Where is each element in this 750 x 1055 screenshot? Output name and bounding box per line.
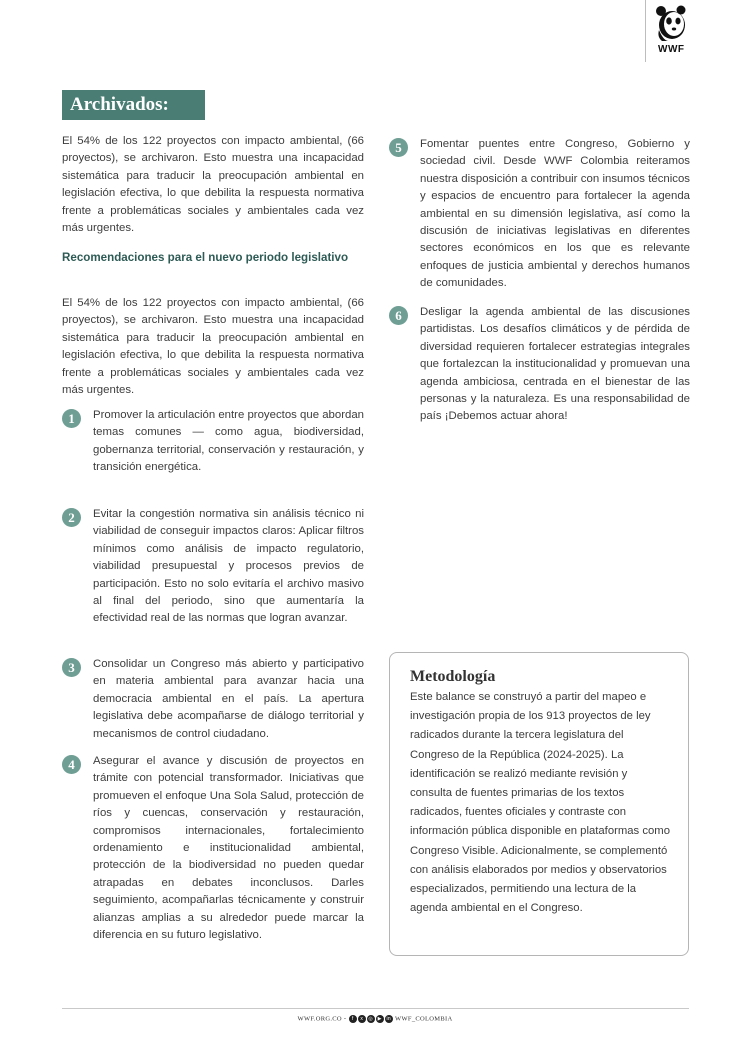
- wwf-logo: [645, 0, 750, 62]
- recommendation-text: Fomentar puentes entre Congreso, Gobierno y sociedad civil. Desde WWF Colombia reiteramos nuestra disposición a contribuir con insumos técnicos y espacios de encuentro para fortalecer la agenda ambiental en su dimensión legislativa, así como la discusión de iniciativas legislativas en diferentes sectores económicos en los que es relevante enfoques de justicia ambiental y derechos humanos de comunidades.: [420, 138, 690, 290]
- recommendations-intro: El 54% de los 122 proyectos con impacto ambiental, (66 proyectos), se archivaron. Esto muestra una incapacidad sistemática para traducir la preocupación ambiental en legislación efectiva, lo que debilita la respuesta normativa frente a problemáticas sociales y ambientales cada vez más urgentes.: [62, 297, 364, 397]
- footer-handle[interactable]: WWF_COLOMBIA: [395, 1015, 453, 1023]
- number-badge: 5: [389, 138, 408, 157]
- number-badge: 2: [62, 508, 81, 527]
- number-badge: 4: [62, 755, 81, 774]
- recommendation-text: Asegurar el avance y discusión de proyectos en trámite con potencial transformador. Iniciativas que promueven el enfoque Una Sola Salud, protección de ríos y cuencas, conservación y restauración, compromisos internacionales, fortalecimiento ordenamiento e institucionalidad ambiental, protección de la biodiversidad no pueden quedar atrapadas en debates inconclusos. Darles seguimiento, acompañarlas técnicamente y construir alianzas amplias a su alrededor puede marcar la diferencia en su futuro legislativo.: [93, 755, 364, 942]
- panda-icon: [654, 4, 690, 42]
- youtube-icon[interactable]: ▶: [377, 1016, 382, 1022]
- instagram-icon[interactable]: ◎: [368, 1016, 374, 1022]
- recommendation-text: Consolidar un Congreso más abierto y participativo en materia ambiental para avanzar hacia una democracia ambiental en el país. La apertura legislativa debe acompañarse de diálogo territorial y mecanismos de control ciudadano.: [93, 658, 364, 740]
- linkedin-icon[interactable]: in: [386, 1016, 391, 1022]
- recommendation-text: Evitar la congestión normativa sin análisis técnico ni viabilidad de conseguir impactos claros: Aplicar filtros mínimos como análisis de impacto regulatorio, viabilidad presupuestal y procesos previos de participación. Esto no solo evitaría el archivo masivo al final del periodo, sino que aumentaría la efectividad real de las normas que logran avanzar.: [93, 508, 364, 625]
- footer-site[interactable]: WWF.ORG.CO -: [297, 1015, 347, 1023]
- intro-paragraph: El 54% de los 122 proyectos con impacto ambiental, (66 proyectos), se archivaron. Esto muestra una incapacidad sistemática para traducir la preocupación ambiental en legislación efectiva, lo que debilita la respuesta normativa frente a problemáticas sociales y ambientales cada vez más urgentes.: [62, 135, 364, 235]
- section-title: Archivados:: [62, 90, 205, 120]
- facebook-icon[interactable]: f: [349, 1015, 357, 1023]
- recommendation-text: Promover la articulación entre proyectos que abordan temas comunes — como agua, biodiversidad, gobernanza territorial, conservación y restauración, y transición energética.: [93, 409, 364, 474]
- methodology-body: Este balance se construyó a partir del mapeo e investigación propia de los 913 proyectos de ley radicados durante la tercera legislatura del Congreso de la República (2024-2025). La identificación se realizó mediante revisión y consulta de fuentes primarias de los textos radicados, fuentes oficiales y contraste con información pública disponible en plataformas como Congreso Visible. Adicionalmente, se complementó con análisis elaborados por medios y observatorios especializados, permitiendo una lectura de la agenda ambiental en el Congreso.: [410, 691, 670, 915]
- number-badge: 3: [62, 658, 81, 677]
- methodology-title: Metodología: [410, 668, 496, 685]
- footer-divider: [62, 1008, 689, 1009]
- number-badge: 6: [389, 306, 408, 325]
- recommendations-heading: Recomendaciones para el nuevo periodo legislativo: [62, 251, 349, 264]
- footer: [0, 1015, 750, 1023]
- recommendation-text: Desligar la agenda ambiental de las discusiones partidistas. Los desafíos climáticos y de pérdida de diversidad requieren fortalecer estrategias integrales que fortalezcan la institucionalidad y promuevan una agenda ambiciosa, centrada en el bienestar de las personas y la naturaleza. Es una responsabilidad de país ¡Debemos actuar ahora!: [420, 306, 690, 423]
- number-badge: 1: [62, 409, 81, 428]
- x-icon[interactable]: x: [358, 1015, 366, 1023]
- logo-text: WWF: [658, 44, 685, 55]
